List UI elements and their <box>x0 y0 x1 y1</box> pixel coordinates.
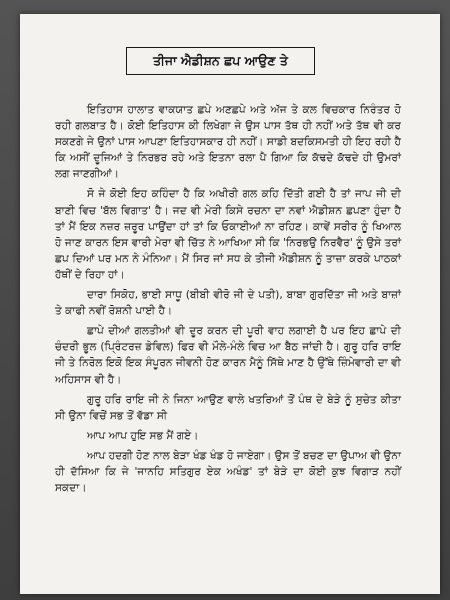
paragraph-3: ਦਾਰਾ ਸਿਕੋਹ, ਭਾਈ ਸਾਧੂ (ਬੀਬੀ ਵੀਰੋ ਜੀ ਦੇ ਪਤੀ), ਬਾਬਾ ਗੁਰਦਿੱਤਾ ਜੀ ਅਤੇ ਬਾਜ਼ਾਂ ਤੇ ਕਾਫੀ ਨਵੀਂ ਰੋਸ਼ਨੀ ਪਾਈ ਹੈ। <box>55 289 401 318</box>
body-text <box>55 102 401 496</box>
book-page <box>20 14 440 594</box>
paragraph-6: ਆਪ ਹਦਗੀ ਹੋਣ ਨਾਲ ਬੇੜਾ ਖੰਡ ਖੰਡ ਹੋ ਜਾਏਗਾ। ਉਸ ਤੋਂ ਬਚਣ ਦਾ ਉਪਾਅ ਵੀ ਉਨਾ ਹੀ ਦੱਸਿਆ ਕਿ ਜੇ 'ਜਾਨਹਿ ਸਤਿਗੁਰ ਏਕ ਅਖੰਡ' ਤਾਂ ਬੇੜੇ ਦਾ ਕੋਈ ਕੁਝ ਵਿਗਾੜ ਨਹੀਂ ਸਕਦਾ। <box>55 449 401 495</box>
quote-line: ਆਪ ਆਪ ਹੁਇ ਸਭ ਮੈਂ ਗਏ। <box>87 429 199 442</box>
paragraph-2: ਸੋ ਜੇ ਕੋਈ ਇਹ ਕਹਿੰਦਾ ਹੈ ਕਿ ਅਖੀਰੀ ਗਲ ਕਹਿ ਦਿੱਤੀ ਗਈ ਹੈ ਤਾਂ ਜਾਪ ਜੀ ਦੀ ਬਾਣੀ ਵਿਚ 'ਬੱਲ ਵਿਗਾਤ' ਹੈ। ਜਦ ਵੀ ਮੇਰੀ ਕਿਸੇ ਰਚਨਾ ਦਾ ਨਵਾਂ ਐਡੀਸ਼ਨ ਛਪਣਾ ਹੁੰਦਾ ਹੈ ਤਾਂ ਮੈਂ ਇਕ ਨਜ਼ਰ ਜ਼ਰੂਰ ਪਾਉਂਦਾ ਹਾਂ ਤਾਂ ਕਿ ਓਕਾਈਆਂ ਨਾ ਰਹਿਣ। ਕਾਵੇਂ ਸਰੀਰ ਨੂੰ ਖਿਆਲ ਹੋ ਜਾਣ ਕਾਰਨ ਇਸ ਵਾਰੀ ਮੇਰਾ ਵੀ ਚਿੱਤ ਨੇ ਆਖਿਆ ਸੀ ਕਿ 'ਨਿਰਭਉ ਨਿਰਵੈਰ' ਨੂੰ ਉਸੇ ਤਰਾਂ ਛਪ ਦਿਆਂ ਪਰ ਮਨ ਨੇ ਮੰਨਿਆ। ਮੈਂ ਸਿਰ ਜਾਂ ਸਧ ਕੇ ਤੀਜੀ ਐਡੀਸ਼ਨ ਨੂੰ ਤਾਜ਼ਾ ਕਰਕੇ ਪਾਠਕਾਂ ਹੱਥੀਂ ਦੇ ਰਿਹਾ ਹਾਂ। <box>55 188 401 281</box>
paragraph-5: ਗੁਰੂ ਹਰਿ ਰਾਇ ਜੀ ਨੇ ਜਿਨਾ ਆਉਣ ਵਾਲੇ ਖਤਰਿਆਂ ਤੋਂ ਪੰਥ ਦੇ ਬੇੜੇ ਨੂੰ ਸੁਚੇਤ ਕੀਤਾ ਸੀ ਉਨਾ ਵਿਚੋਂ ਸਭ ਤੋਂ ਵੱਡਾ ਸੀ <box>55 393 401 422</box>
chapter-title: ਤੀਜਾ ਐਡੀਸ਼ਨ ਛਪ ਆਉਣ ਤੇ <box>126 47 315 75</box>
paragraph-4: ਛਾਪੇ ਦੀਆਂ ਗਲਤੀਆਂ ਵੀ ਦੂਰ ਕਰਨ ਦੀ ਪੂਰੀ ਵਾਹ ਲਗਾਈ ਹੈ ਪਰ ਇਹ ਛਾਪੇ ਦੀ ਚੰਦਰੀ ਭੂਲ (ਪ੍ਰਿੰਟਰਜ਼ ਡੇਵਿਲ) ਫਿਰ ਵੀ ਮੌਲੇ-ਮੰਲੇ ਵਿਚ ਆ ਬੈਠ ਜਾਂਦੀ ਹੈ। ਗੁਰੂ ਹਰਿ ਰਾਇ ਜੀ ਤੇ ਨਿਰੋਲ ਇਕੋ ਇਕ ਸੰਪੂਰਨ ਜੀਵਨੀ ਹੋਣ ਕਾਰਨ ਮੈਨੂੰ ਸਿੱਥੇ ਮਾਣ ਹੈ ਉੱਥੇ ਜ਼ਿੰਮੇਵਾਰੀ ਦਾ ਵੀ ਅਹਿਸਾਸ ਵੀ ਹੈ। <box>55 325 401 386</box>
paragraph-1: ਇਤਿਹਾਸ ਹਾਲਾਤ ਵਾਕਯਾਤ ਛਪੇ ਅਣਛਪੇ ਅਤੇ ਅੱਜ ਤੇ ਕਲ ਵਿਚਕਾਰ ਨਿਰੰਤਰ ਹੋ ਰਹੀ ਗਲਬਾਤ ਹੈ। ਕੋਈ ਇਤਿਹਾਸ ਕੀ ਲਿਖੇਗਾ ਜੇ ਉਸ ਪਾਸ ਤੱਥ ਹੀ ਨਹੀਂ ਅਤੇ ਤੱਥ ਵੀ ਕਰ ਸਕਣਗੇ ਜੇ ਉਨਾਂ ਪਾਸ ਆਪਣਾ ਇਤਿਹਾਸਕਾਰ ਹੀ ਨਹੀਂ। ਸਾਡੀ ਬਦਕਿਸਮਤੀ ਹੀ ਇਹ ਰਹੀ ਹੈ ਕਿ ਅਸੀਂ ਦੂਜਿਆਂ ਤੇ ਨਿਰਭਰ ਰਹੇ ਅਤੇ ਇਤਨਾ ਰਲਾ ਪੈ ਗਿਆ ਕਿ ਕੱਢਦੇ ਕੱਢਦੇ ਹੀ ਉਮਰਾਂ ਲਗ ਜਾਣਗੀਆਂ। <box>55 104 401 181</box>
